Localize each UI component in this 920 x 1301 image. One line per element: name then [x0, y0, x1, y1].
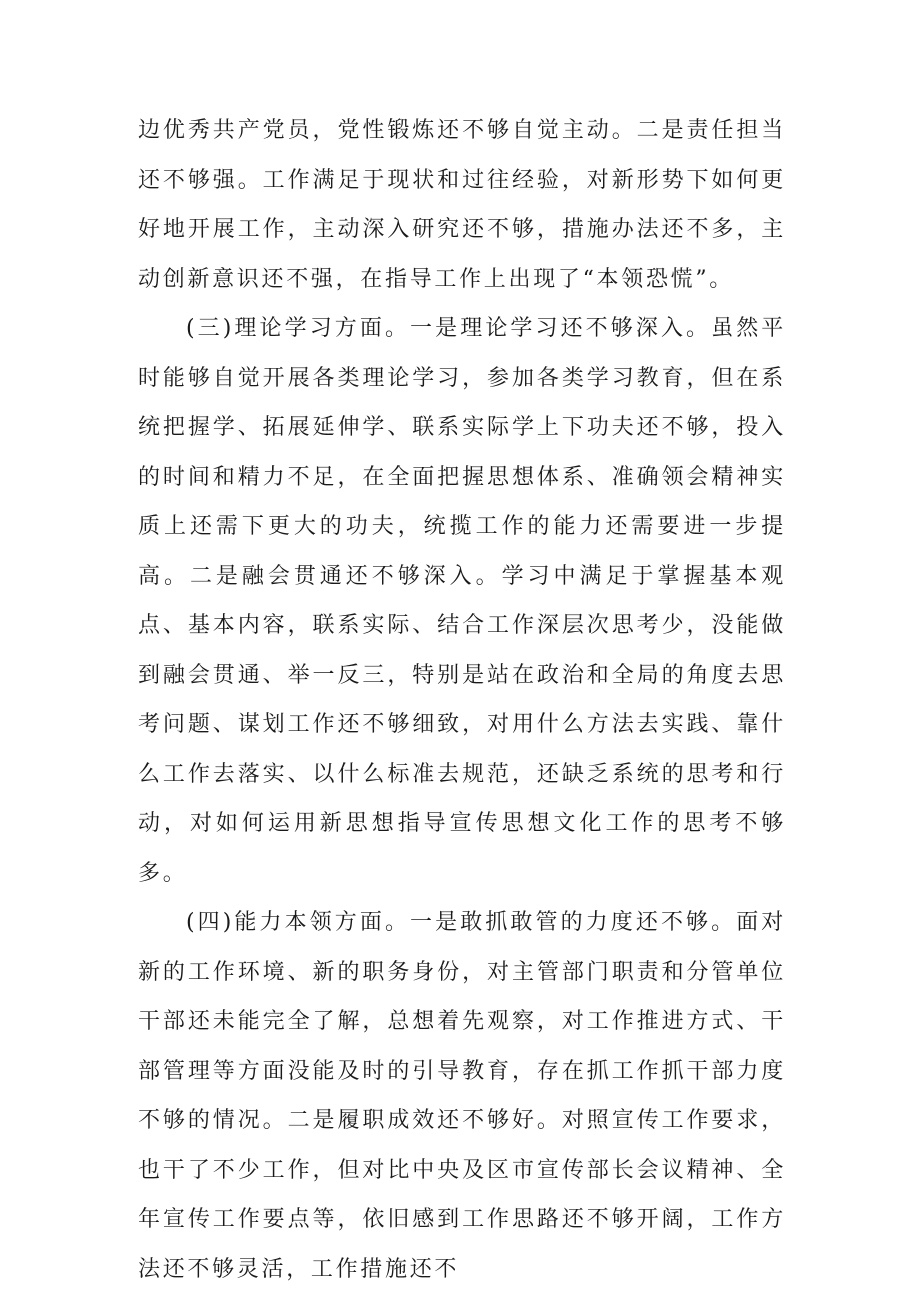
document-body	[138, 106, 786, 1294]
paragraph-section-4-ability: (四)能力本领方面。一是敢抓敢管的力度还不够。面对新的工作环境、新的职务身份，对主管部门职责和分管单位干部还未能完全了解，总想着先观察，对工作推进方式、干部管理等方面没能及时的引导教育，存在抓工作抓干部力度不够的情况。二是履职成效还不够好。对照宣传工作要求，也干了不少工作，但对比中央及区市宣传部长会议精神、全年宣传工作要点等，依旧感到工作思路还不够开阔，工作方法还不够灵活，工作措施还不	[138, 910, 786, 1282]
paragraph-section-3-theory-study: (三)理论学习方面。一是理论学习还不够深入。虽然平时能够自觉开展各类理论学习，参加各类学习教育，但在系统把握学、拓展延伸学、联系实际学上下功夫还不够，投入的时间和精力不足，在全面把握思想体系、准确领会精神实质上还需下更大的功夫，统揽工作的能力还需要进一步提高。二是融会贯通还不够深入。学习中满足于掌握基本观点、基本内容，联系实际、结合工作深层次思考少，没能做到融会贯通、举一反三，特别是站在政治和全局的角度去思考问题、谋划工作还不够细致，对用什么方法去实践、靠什么工作去落实、以什么标准去规范，还缺乏系统的思考和行动，对如何运用新思想指导宣传思想文化工作的思考不够多。	[138, 316, 786, 886]
paragraph-continuation: 边优秀共产党员，党性锻炼还不够自觉主动。二是责任担当还不够强。工作满足于现状和过往经验，对新形势下如何更好地开展工作，主动深入研究还不够，措施办法还不多，主动创新意识还不强，在指导工作上出现了“本领恐慌”。	[138, 118, 786, 292]
